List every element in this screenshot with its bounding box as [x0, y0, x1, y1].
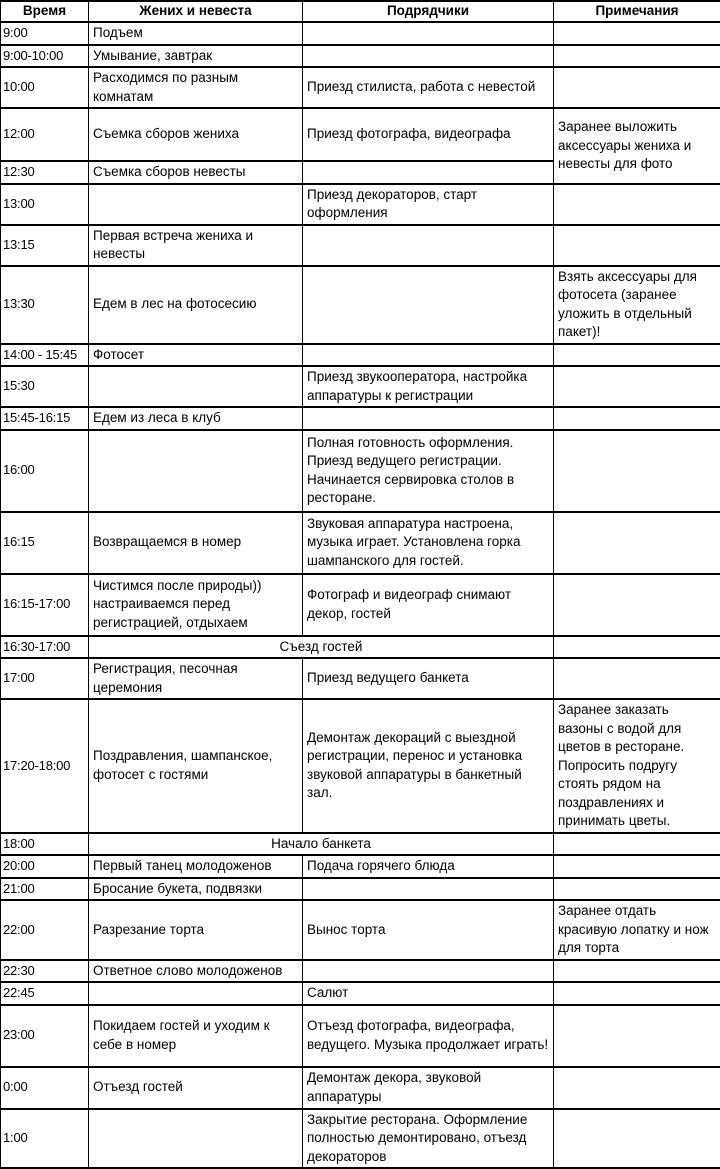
- vendors-cell: Полная готовность оформления. Приезд ведущего регистрации. Начинается сервировка столов в ресторане.: [303, 430, 554, 512]
- schedule-row: [1, 658, 720, 699]
- schedule-row: [1, 108, 720, 161]
- schedule-row: [1, 1109, 720, 1169]
- vendors-cell: [303, 161, 554, 184]
- time-cell: 16:15-17:00: [1, 574, 89, 636]
- couple-cell: [89, 184, 303, 225]
- couple-cell: Фотосет: [89, 344, 303, 367]
- schedule-row: [1, 1067, 720, 1109]
- couple-cell: [89, 366, 303, 407]
- schedule-row: [1, 833, 720, 856]
- schedule-row: [1, 636, 720, 659]
- couple-cell: Ответное слово молодоженов: [89, 960, 303, 983]
- vendors-cell: [303, 22, 554, 45]
- schedule-row: [1, 67, 720, 108]
- schedule-row: [1, 366, 720, 407]
- schedule-row: [1, 266, 720, 344]
- schedule-row: [1, 900, 720, 960]
- vendors-cell: [303, 878, 554, 901]
- time-cell: 13:30: [1, 266, 89, 344]
- notes-cell: [554, 574, 720, 636]
- time-cell: 22:00: [1, 900, 89, 960]
- schedule-row: [1, 855, 720, 878]
- vendors-cell: Приезд ведущего банкета: [303, 658, 554, 699]
- time-cell: 16:00: [1, 430, 89, 512]
- notes-cell: [554, 1005, 720, 1067]
- vendors-cell: Салют: [303, 982, 554, 1005]
- time-cell: 16:15: [1, 512, 89, 574]
- notes-cell: Заранее выложить аксессуары жениха и невесты для фото: [554, 108, 720, 184]
- time-cell: 15:45-16:15: [1, 407, 89, 430]
- schedule-row: [1, 512, 720, 574]
- couple-cell: [89, 982, 303, 1005]
- vendors-cell: Звуковая аппаратура настроена, музыка играет. Установлена горка шампанского для гостей.: [303, 512, 554, 574]
- notes-cell: [554, 225, 720, 266]
- vendors-cell: [303, 45, 554, 68]
- notes-cell: [554, 430, 720, 512]
- couple-cell: Чистимся после природы)) настраиваемся перед регистрацией, отдыхаем: [89, 574, 303, 636]
- time-cell: 21:00: [1, 878, 89, 901]
- schedule-row: [1, 45, 720, 68]
- time-cell: 17:20-18:00: [1, 699, 89, 833]
- vendors-cell: Приезд звукооператора, настройка аппаратуры к регистрации: [303, 366, 554, 407]
- notes-cell: [554, 512, 720, 574]
- time-cell: 13:15: [1, 225, 89, 266]
- schedule-row: [1, 574, 720, 636]
- banner-cell: Съезд гостей: [89, 636, 554, 659]
- notes-cell: [554, 1067, 720, 1109]
- time-cell: 22:30: [1, 960, 89, 983]
- vendors-cell: Вынос торта: [303, 900, 554, 960]
- time-cell: 18:00: [1, 833, 89, 856]
- schedule-row: [1, 407, 720, 430]
- notes-cell: [554, 407, 720, 430]
- schedule-body: [1, 22, 720, 1168]
- vendors-cell: Фотограф и видеограф снимают декор, гостей: [303, 574, 554, 636]
- couple-cell: [89, 1109, 303, 1169]
- schedule-row: [1, 982, 720, 1005]
- couple-cell: Едем в лес на фотосесию: [89, 266, 303, 344]
- notes-cell: [554, 878, 720, 901]
- vendors-cell: [303, 266, 554, 344]
- schedule-row: [1, 699, 720, 833]
- vendors-cell: Приезд фотографа, видеографа: [303, 108, 554, 161]
- notes-cell: [554, 1109, 720, 1169]
- table-header: [1, 1, 720, 22]
- notes-cell: [554, 22, 720, 45]
- vendors-cell: [303, 960, 554, 983]
- notes-cell: [554, 982, 720, 1005]
- time-cell: 14:00 - 15:45: [1, 344, 89, 367]
- time-cell: 9:00: [1, 22, 89, 45]
- col-header-couple: Жених и невеста: [89, 1, 303, 22]
- notes-cell: [554, 636, 720, 659]
- schedule-row: [1, 344, 720, 367]
- notes-cell: Заранее заказать вазоны с водой для цветов в ресторане. Попросить подругу стоять рядом на поздравлениях и принимать цветы.: [554, 699, 720, 833]
- vendors-cell: Подача горячего блюда: [303, 855, 554, 878]
- vendors-cell: Отъезд фотографа, видеографа, ведущего. Музыка продолжает играть!: [303, 1005, 554, 1067]
- notes-cell: [554, 833, 720, 856]
- col-header-notes: Примечания: [554, 1, 720, 22]
- schedule-row: [1, 22, 720, 45]
- couple-cell: Отъезд гостей: [89, 1067, 303, 1109]
- couple-cell: Возвращаемся в номер: [89, 512, 303, 574]
- time-cell: 20:00: [1, 855, 89, 878]
- vendors-cell: Демонтаж декора, звуковой аппаратуры: [303, 1067, 554, 1109]
- time-cell: 12:30: [1, 161, 89, 184]
- time-cell: 12:00: [1, 108, 89, 161]
- time-cell: 17:00: [1, 658, 89, 699]
- vendors-cell: Закрытие ресторана. Оформление полностью демонтировано, отъезд декораторов: [303, 1109, 554, 1169]
- banner-cell: Начало банкета: [89, 833, 554, 856]
- notes-cell: Заранее отдать красивую лопатку и нож для торта: [554, 900, 720, 960]
- schedule-row: [1, 225, 720, 266]
- couple-cell: Первая встреча жениха и невесты: [89, 225, 303, 266]
- time-cell: 23:00: [1, 1005, 89, 1067]
- col-header-time: Время: [1, 1, 89, 22]
- couple-cell: Разрезание торта: [89, 900, 303, 960]
- notes-cell: [554, 67, 720, 108]
- time-cell: 16:30-17:00: [1, 636, 89, 659]
- col-header-vendors: Подрядчики: [303, 1, 554, 22]
- notes-cell: [554, 658, 720, 699]
- header-row: [1, 1, 720, 22]
- vendors-cell: Приезд декораторов, старт оформления: [303, 184, 554, 225]
- notes-cell: [554, 344, 720, 367]
- time-cell: 1:00: [1, 1109, 89, 1169]
- vendors-cell: [303, 407, 554, 430]
- schedule-row: [1, 430, 720, 512]
- notes-cell: [554, 184, 720, 225]
- vendors-cell: Приезд стилиста, работа с невестой: [303, 67, 554, 108]
- vendors-cell: [303, 344, 554, 367]
- couple-cell: Расходимся по разным комнатам: [89, 67, 303, 108]
- time-cell: 15:30: [1, 366, 89, 407]
- vendors-cell: [303, 225, 554, 266]
- couple-cell: [89, 430, 303, 512]
- time-cell: 0:00: [1, 1067, 89, 1109]
- time-cell: 10:00: [1, 67, 89, 108]
- schedule-row: [1, 184, 720, 225]
- couple-cell: Бросание букета, подвязки: [89, 878, 303, 901]
- couple-cell: Едем из леса в клуб: [89, 407, 303, 430]
- schedule-row: [1, 1005, 720, 1067]
- couple-cell: Поздравления, шампанское, фотосет с гостями: [89, 699, 303, 833]
- notes-cell: [554, 366, 720, 407]
- couple-cell: Регистрация, песочная церемония: [89, 658, 303, 699]
- notes-cell: [554, 45, 720, 68]
- notes-cell: [554, 960, 720, 983]
- couple-cell: Покидаем гостей и уходим к себе в номер: [89, 1005, 303, 1067]
- time-cell: 13:00: [1, 184, 89, 225]
- schedule-row: [1, 878, 720, 901]
- couple-cell: Съемка сборов жениха: [89, 108, 303, 161]
- schedule-row: [1, 960, 720, 983]
- time-cell: 22:45: [1, 982, 89, 1005]
- notes-cell: [554, 855, 720, 878]
- couple-cell: Первый танец молодоженов: [89, 855, 303, 878]
- couple-cell: Съемка сборов невесты: [89, 161, 303, 184]
- time-cell: 9:00-10:00: [1, 45, 89, 68]
- couple-cell: Умывание, завтрак: [89, 45, 303, 68]
- couple-cell: Подъем: [89, 22, 303, 45]
- vendors-cell: Демонтаж декораций с выездной регистрации, перенос и установка звуковой аппаратуры в банкетный зал.: [303, 699, 554, 833]
- notes-cell: Взять аксессуары для фотосета (заранее уложить в отдельный пакет)!: [554, 266, 720, 344]
